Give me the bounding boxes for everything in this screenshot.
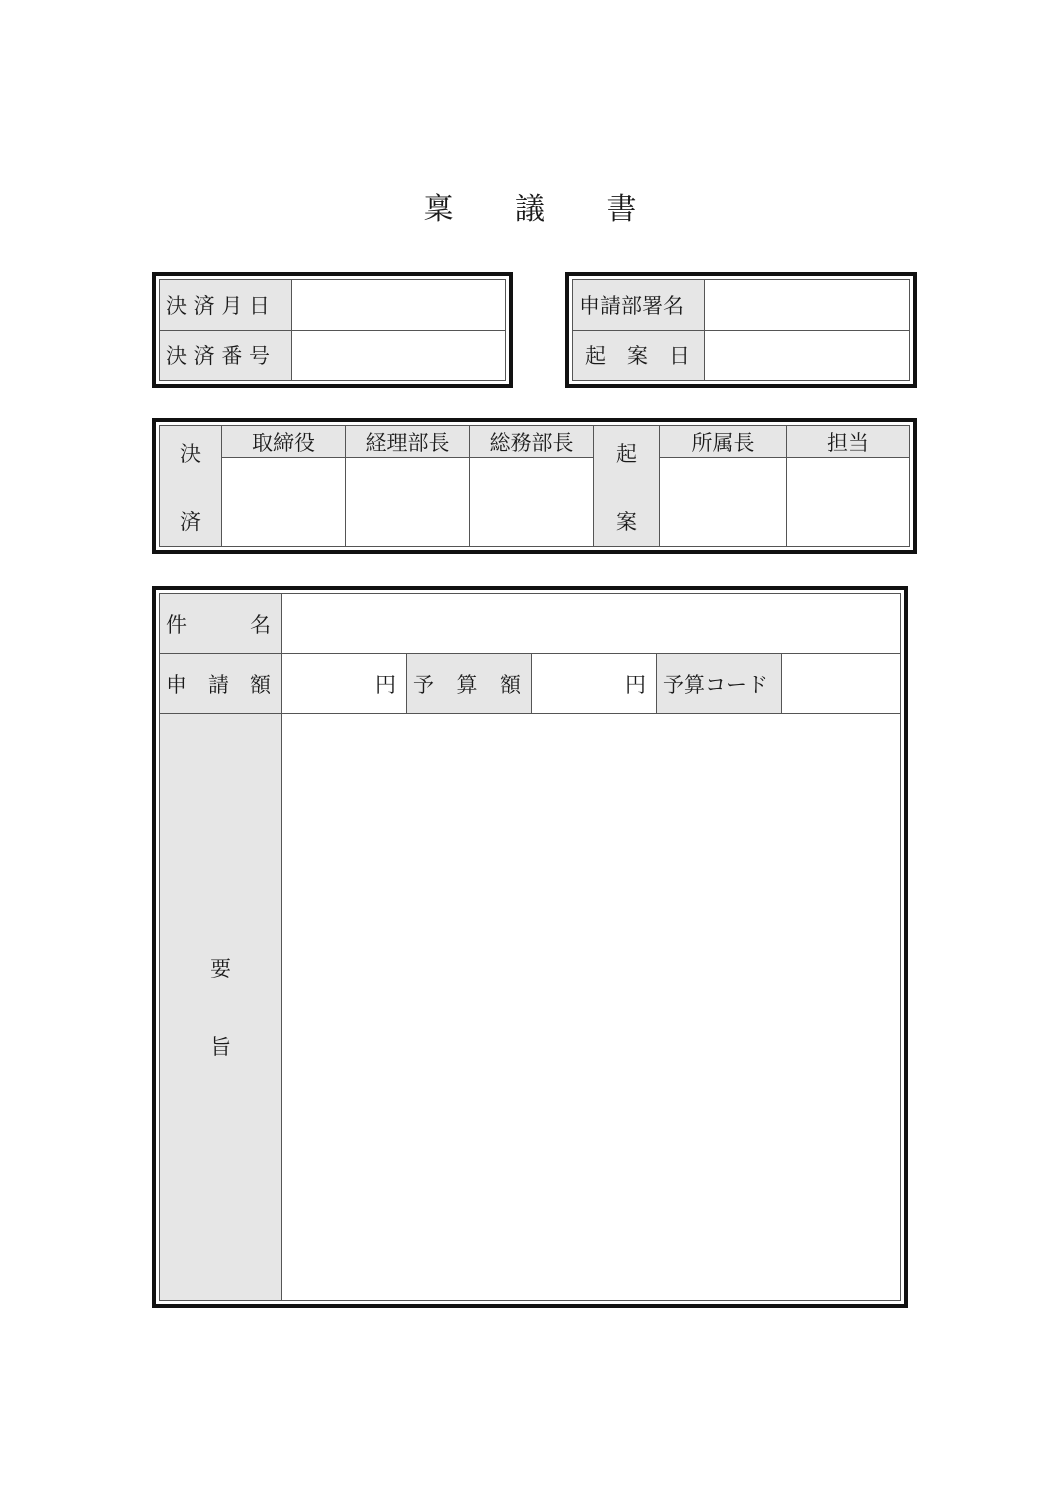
draft-date-char: 案 xyxy=(627,344,648,369)
summary-char: 要 xyxy=(210,957,231,981)
role-general-affairs-manager: 総務部長 xyxy=(470,426,594,458)
subject-field[interactable] xyxy=(282,594,901,654)
request-amount-field[interactable] xyxy=(282,654,407,714)
kessai-label xyxy=(160,426,222,547)
budget-amount-field[interactable] xyxy=(532,654,657,714)
draft-date-char: 起 xyxy=(585,344,606,369)
subject-char: 名 xyxy=(250,612,271,637)
proposal-detail-box xyxy=(152,586,908,1308)
settlement-number-label: 決 済 番 号 xyxy=(160,330,292,381)
department-field[interactable] xyxy=(705,280,910,331)
subject-label xyxy=(160,594,282,654)
budget-amount-char: 算 xyxy=(456,672,478,697)
summary-label xyxy=(160,714,282,1301)
budget-code-field[interactable] xyxy=(782,654,901,714)
stamp-box-general-affairs-manager[interactable] xyxy=(470,458,594,547)
stamp-box-person-in-charge[interactable] xyxy=(787,458,910,547)
budget-amount-char: 予 xyxy=(413,672,434,697)
request-amount-char: 額 xyxy=(250,672,271,697)
kessai-char: 決 xyxy=(180,442,201,466)
application-info-box xyxy=(565,272,917,388)
kian-char: 起 xyxy=(616,442,637,466)
subject-char: 件 xyxy=(166,612,187,637)
budget-code-label: 予算コード xyxy=(657,654,782,714)
request-amount-char: 申 xyxy=(166,672,187,697)
settlement-date-field[interactable] xyxy=(292,280,506,331)
role-director: 取締役 xyxy=(222,426,346,458)
stamp-box-director[interactable] xyxy=(222,458,346,547)
kessai-char: 済 xyxy=(180,510,201,534)
request-amount-char: 請 xyxy=(208,672,229,697)
kian-label xyxy=(594,426,660,547)
request-amount-label xyxy=(160,654,282,714)
summary-char: 旨 xyxy=(210,1035,231,1059)
draft-date-field[interactable] xyxy=(705,330,910,381)
settlement-number-field[interactable] xyxy=(292,330,506,381)
department-label: 申請部署名 xyxy=(573,280,705,331)
draft-date-label xyxy=(573,330,705,381)
draft-date-char: 日 xyxy=(669,344,690,369)
settlement-date-label: 決 済 月 日 xyxy=(160,280,292,331)
summary-field[interactable] xyxy=(282,714,901,1301)
stamp-box-accounting-manager[interactable] xyxy=(346,458,470,547)
yen-unit: 円 xyxy=(375,672,396,697)
approval-stamp-box xyxy=(152,418,917,554)
stamp-box-section-head[interactable] xyxy=(660,458,787,547)
role-section-head: 所属長 xyxy=(660,426,787,458)
budget-amount-char: 額 xyxy=(500,672,521,697)
role-accounting-manager: 経理部長 xyxy=(346,426,470,458)
yen-unit: 円 xyxy=(625,672,646,697)
budget-amount-label xyxy=(407,654,532,714)
document-title: 稟 議 書 xyxy=(423,192,663,227)
settlement-info-box xyxy=(152,272,513,388)
kian-char: 案 xyxy=(616,510,637,534)
role-person-in-charge: 担当 xyxy=(787,426,910,458)
